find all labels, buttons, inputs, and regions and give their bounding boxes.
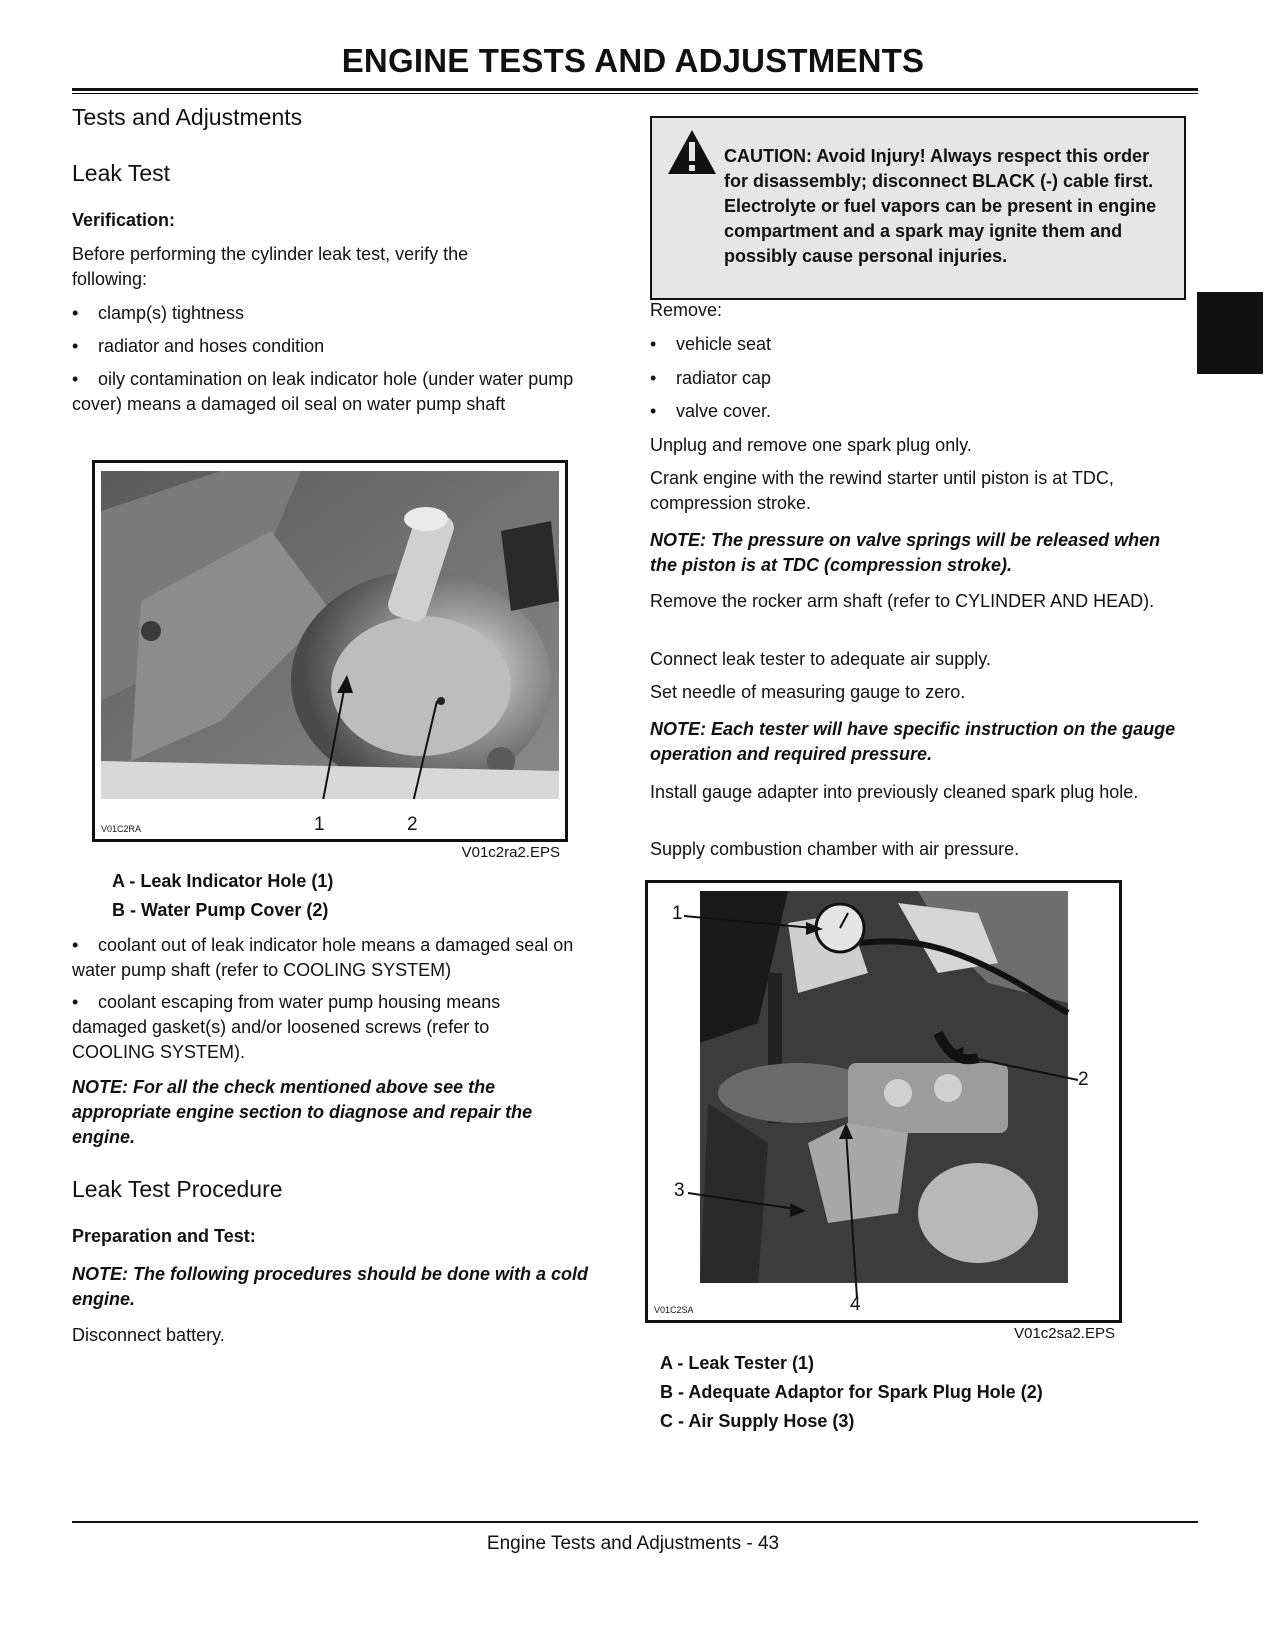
figure-code: V01C2SA bbox=[654, 1305, 694, 1315]
figure-leak-tester bbox=[645, 880, 1122, 1323]
callout-1: 1 bbox=[672, 903, 683, 924]
list-item: • valve cover. bbox=[650, 401, 772, 421]
verification-label: Verification: bbox=[72, 210, 176, 230]
note-check: NOTE: For all the check mentioned above see the appropriate engine section to diagnose and repair the engine. bbox=[72, 1077, 533, 1147]
legend-item: A - Leak Tester (1) bbox=[660, 1353, 815, 1373]
water-pump-photo bbox=[101, 471, 559, 799]
callout-2: 2 bbox=[1078, 1069, 1089, 1090]
list-item: • clamp(s) tightness bbox=[72, 303, 245, 323]
header-rule-thin bbox=[72, 93, 1198, 94]
legend-item: B - Water Pump Cover (2) bbox=[112, 900, 329, 920]
figure-caption: V01c2ra2.EPS bbox=[461, 844, 560, 861]
list-item: • coolant out of leak indicator hole means a damaged seal on water pump shaft (refer to COOLING SYSTEM) bbox=[72, 935, 574, 980]
list-item: • coolant escaping from water pump housing means damaged gasket(s) and/or loosened screws (refer to COOLING SYSTEM). bbox=[72, 992, 501, 1062]
legend-item: B - Adequate Adaptor for Spark Plug Hole (2) bbox=[660, 1382, 1043, 1402]
legend-item: C - Air Supply Hose (3) bbox=[660, 1411, 855, 1431]
procedure-title: Leak Test Procedure bbox=[72, 1176, 283, 1202]
list-item: • vehicle seat bbox=[650, 334, 772, 354]
note-cold-engine: NOTE: The following procedures should be done with a cold engine. bbox=[72, 1264, 589, 1309]
section-tab bbox=[1197, 292, 1263, 374]
warning-icon bbox=[666, 128, 718, 176]
page-footer: Engine Tests and Adjustments - 43 bbox=[486, 1533, 780, 1554]
callout-1: 1 bbox=[314, 814, 325, 835]
note-tester: NOTE: Each tester will have specific instruction on the gauge operation and required pressure. bbox=[650, 719, 1176, 764]
remove-label: Remove: bbox=[650, 300, 723, 320]
page-title: ENGINE TESTS AND ADJUSTMENTS bbox=[341, 42, 925, 79]
figure-legend bbox=[660, 1349, 1043, 1436]
prep-label: Preparation and Test: bbox=[72, 1226, 256, 1246]
note-valve-springs: NOTE: The pressure on valve springs will be released when the piston is at TDC (compression stroke). bbox=[650, 530, 1161, 575]
callout-2: 2 bbox=[407, 814, 418, 835]
figure-caption: V01c2sa2.EPS bbox=[1014, 1325, 1115, 1342]
unplug-text: Unplug and remove one spark plug only. bbox=[650, 435, 972, 455]
callout-3: 3 bbox=[674, 1180, 685, 1201]
list-item: • radiator and hoses condition bbox=[72, 336, 325, 356]
header-rule bbox=[72, 88, 1198, 91]
leak-test-title: Leak Test bbox=[72, 160, 171, 186]
leak-tester-photo bbox=[648, 883, 1119, 1320]
install-text: Install gauge adapter into previously cleaned spark plug hole. bbox=[650, 782, 1139, 802]
figure-legend bbox=[112, 867, 333, 925]
remove-rocker-text: Remove the rocker arm shaft (refer to CYLINDER AND HEAD). bbox=[650, 591, 1155, 611]
caution-box bbox=[650, 116, 1186, 300]
footer-rule bbox=[72, 1521, 1198, 1523]
list-item: • radiator cap bbox=[650, 368, 772, 388]
list-item: • oily contamination on leak indicator hole (under water pump cover) means a damaged oil seal on water pump shaft bbox=[72, 369, 574, 414]
crank-text: Crank engine with the rewind starter until piston is at TDC, compression stroke. bbox=[650, 468, 1114, 513]
disconnect-text: Disconnect battery. bbox=[72, 1325, 225, 1345]
caution-text: CAUTION: Avoid Injury! Always respect this order for disassembly; disconnect BLACK (-) cable first. Electrolyte or fuel vapors can be present in engine compartment and a spark may ignite them and possibly cause personal injuries. bbox=[724, 146, 1157, 266]
figure-water-pump bbox=[92, 460, 568, 842]
callout-4: 4 bbox=[850, 1294, 861, 1315]
set-needle-text: Set needle of measuring gauge to zero. bbox=[650, 682, 966, 702]
verification-intro: Before performing the cylinder leak test, verify the following: bbox=[72, 244, 469, 289]
section-title: Tests and Adjustments bbox=[72, 104, 303, 130]
legend-item: A - Leak Indicator Hole (1) bbox=[112, 871, 334, 891]
figure-code: V01C2RA bbox=[101, 824, 142, 834]
connect-text: Connect leak tester to adequate air supply. bbox=[650, 649, 991, 669]
supply-text: Supply combustion chamber with air pressure. bbox=[650, 839, 1020, 859]
